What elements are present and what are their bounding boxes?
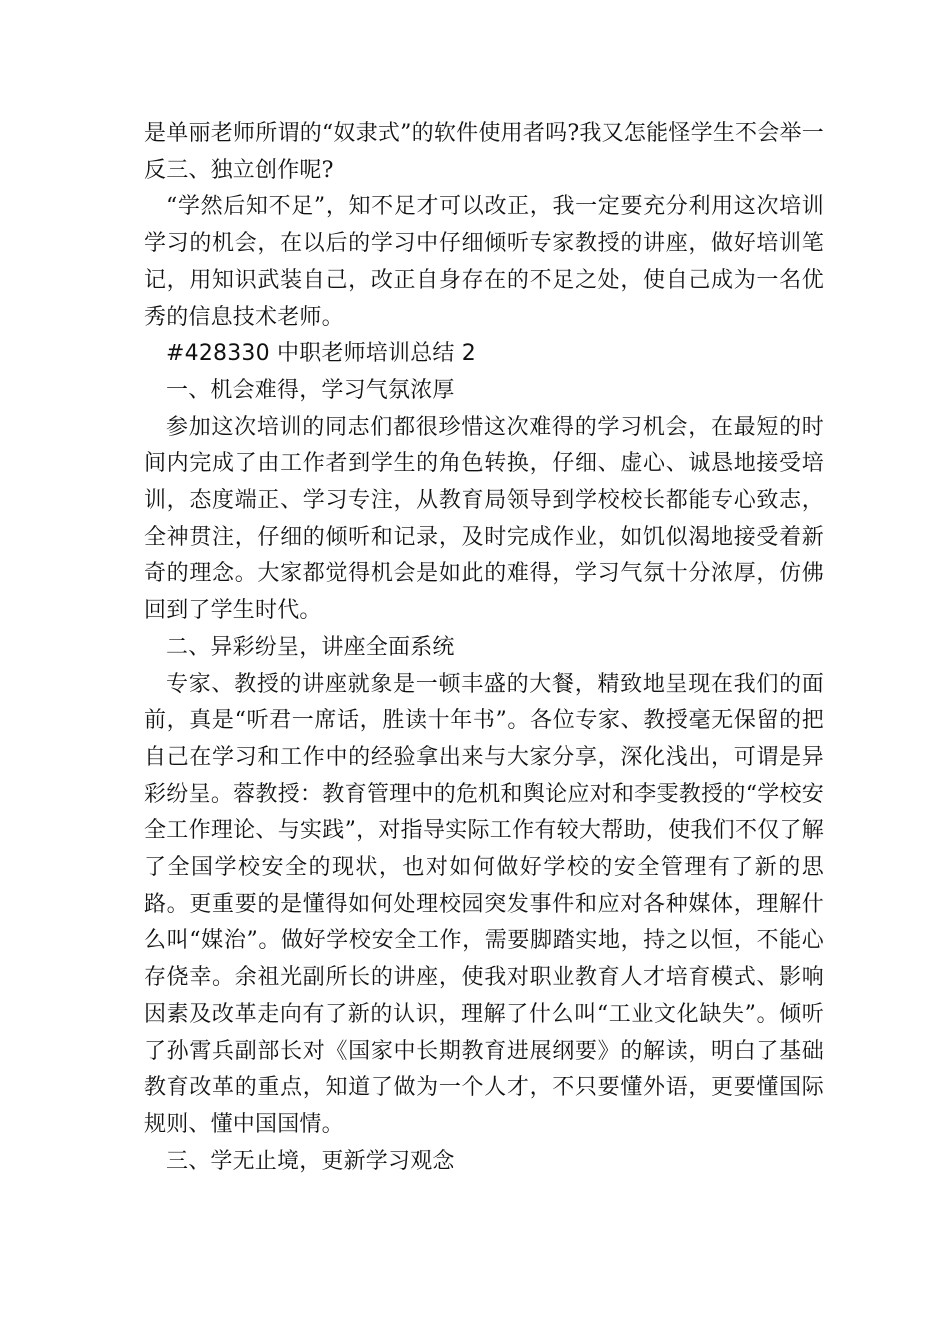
heading-three: 三、学无止境，更新学习观念 [166, 1148, 455, 1174]
paragraph-continuation: 是单丽老师所谓的“奴隶式”的软件使用者吗?我又怎能怪学生不会举一反三、独立创作呢? [144, 121, 824, 183]
section-title: #428330 中职老师培训总结 2 [166, 341, 476, 367]
paragraph-opportunity: 参加这次培训的同志们都很珍惜这次难得的学习机会，在最短的时间内完成了由工作者到学生的角色转换，仔细、虚心、诚恳地接受培训，态度端正、学习专注，从教育局领导到学校校长都能专心致志，全神贯注，仔细的倾听和记录，及时完成作业，如饥似渴地接受着新奇的理念。大家都觉得机会是如此的难得，学习气氛十分浓厚，仿佛回到了学生时代。 [144, 414, 824, 624]
paragraph-reflection: “学然后知不足”，知不足才可以改正，我一定要充分利用这次培训学习的机会，在以后的学习中仔细倾听专家教授的讲座，做好培训笔记，用知识武装自己，改正自身存在的不足之处，使自己成为一名优秀的信息技术老师。 [144, 194, 824, 330]
document-body [144, 116, 824, 1180]
heading-two: 二、异彩纷呈，讲座全面系统 [166, 634, 455, 660]
heading-one: 一、机会难得，学习气氛浓厚 [166, 377, 455, 403]
paragraph-lectures: 专家、教授的讲座就象是一顿丰盛的大餐，精致地呈现在我们的面前，真是“听君一席话，胜读十年书”。各位专家、教授毫无保留的把自己在学习和工作中的经验拿出来与大家分享，深化浅出，可谓是异彩纷呈。蓉教授：教育管理中的危机和舆论应对和李雯教授的“学校安全工作理论、与实践”，对指导实际工作有较大帮助，使我们不仅了解了全国学校安全的现状，也对如何做好学校的安全管理有了新的思路。更重要的是懂得如何处理校园突发事件和应对各种媒体，理解什么叫“媒治”。做好学校安全工作，需要脚踏实地，持之以恒，不能心存侥幸。余祖光副所长的讲座，使我对职业教育人才培育模式、影响因素及改革走向有了新的认识，理解了什么叫“工业文化缺失”。倾听了孙霄兵副部长对《国家中长期教育进展纲要》的解读，明白了基础教育改革的重点，知道了做为一个人才，不只要懂外语，更要懂国际规则、懂中国国情。 [144, 671, 824, 1137]
